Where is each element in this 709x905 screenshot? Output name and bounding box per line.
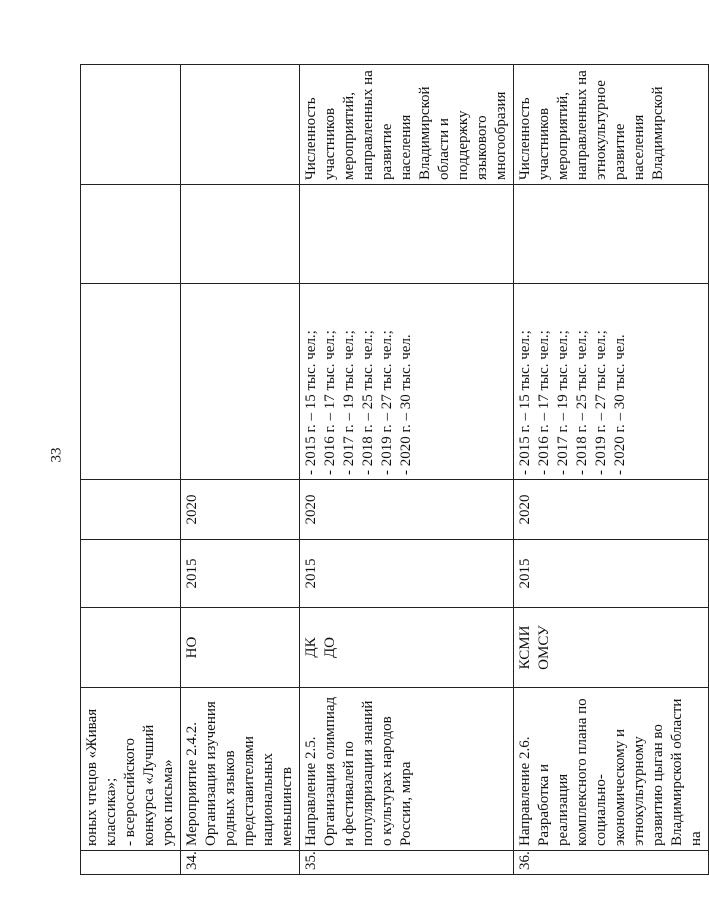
- indicator-cell: [81, 65, 181, 185]
- end-year: [81, 480, 181, 540]
- table-row: [300, 65, 514, 875]
- budget-cell: [300, 185, 514, 284]
- activity-name: юных чтецов «Живая классика»; - всероссийского конкурса «Лучший урок письма»: [81, 688, 181, 851]
- start-year: [81, 540, 181, 608]
- start-year: 2015: [514, 540, 709, 608]
- end-year: 2020: [300, 480, 514, 540]
- indicator-cell: [181, 65, 300, 185]
- end-year: 2020: [514, 480, 709, 540]
- executor: [81, 608, 181, 688]
- executor: НО: [181, 608, 300, 688]
- expected-result: [181, 284, 300, 480]
- expected-result: - 2015 г. – 15 тыс. чел.; - 2016 г. – 17 тыс. чел.; - 2017 г. – 19 тыс. чел.; - 2018 г. – 25 тыс. чел.; - 2019 г. – 27 тыс. чел.; - 2020 г. – 30 тыс. чел.: [514, 284, 709, 480]
- row-number: 35.: [300, 851, 514, 875]
- end-year: 2020: [181, 480, 300, 540]
- expected-result: - 2015 г. – 15 тыс. чел.; - 2016 г. – 17 тыс. чел.; - 2017 г. – 19 тыс. чел.; - 2018 г. – 25 тыс. чел.; - 2019 г. – 27 тыс. чел.; - 2020 г. – 30 тыс. чел.: [300, 284, 514, 480]
- budget-cell: [81, 185, 181, 284]
- indicator-cell: Численность участников мероприятий, направленных на этнокультурное развитие населения Владимирской: [514, 65, 709, 185]
- activity-name: Направление 2.5. Организация олимпиад и фестивалей по популяризации знаний о культурах народов России, мира: [300, 688, 514, 851]
- expected-result: [81, 284, 181, 480]
- indicator-cell: Численность участников мероприятий, направленных на развитие населения Владимирской области и поддержку языкового многообразия: [300, 65, 514, 185]
- row-number: 36.: [514, 851, 709, 875]
- activity-name: Мероприятие 2.4.2. Организация изучения родных языков представителями национальных меньшинств: [181, 688, 300, 851]
- page-number: 33: [48, 447, 65, 463]
- executor: ДК ДО: [300, 608, 514, 688]
- program-table: [80, 64, 709, 875]
- activity-name: Направление 2.6. Разработка и реализация комплексного плана по социально-экономическому и этнокультурному развитию цыган во Владимирской области на: [514, 688, 709, 851]
- table-row: [81, 65, 181, 875]
- executor: КСМИ ОМСУ: [514, 608, 709, 688]
- start-year: 2015: [181, 540, 300, 608]
- row-number: 34.: [181, 851, 300, 875]
- table-row: [181, 65, 300, 875]
- start-year: 2015: [300, 540, 514, 608]
- row-number: [81, 851, 181, 875]
- budget-cell: [514, 185, 709, 284]
- table-row: [514, 65, 709, 875]
- budget-cell: [181, 185, 300, 284]
- rotated-table-wrapper: [80, 65, 704, 875]
